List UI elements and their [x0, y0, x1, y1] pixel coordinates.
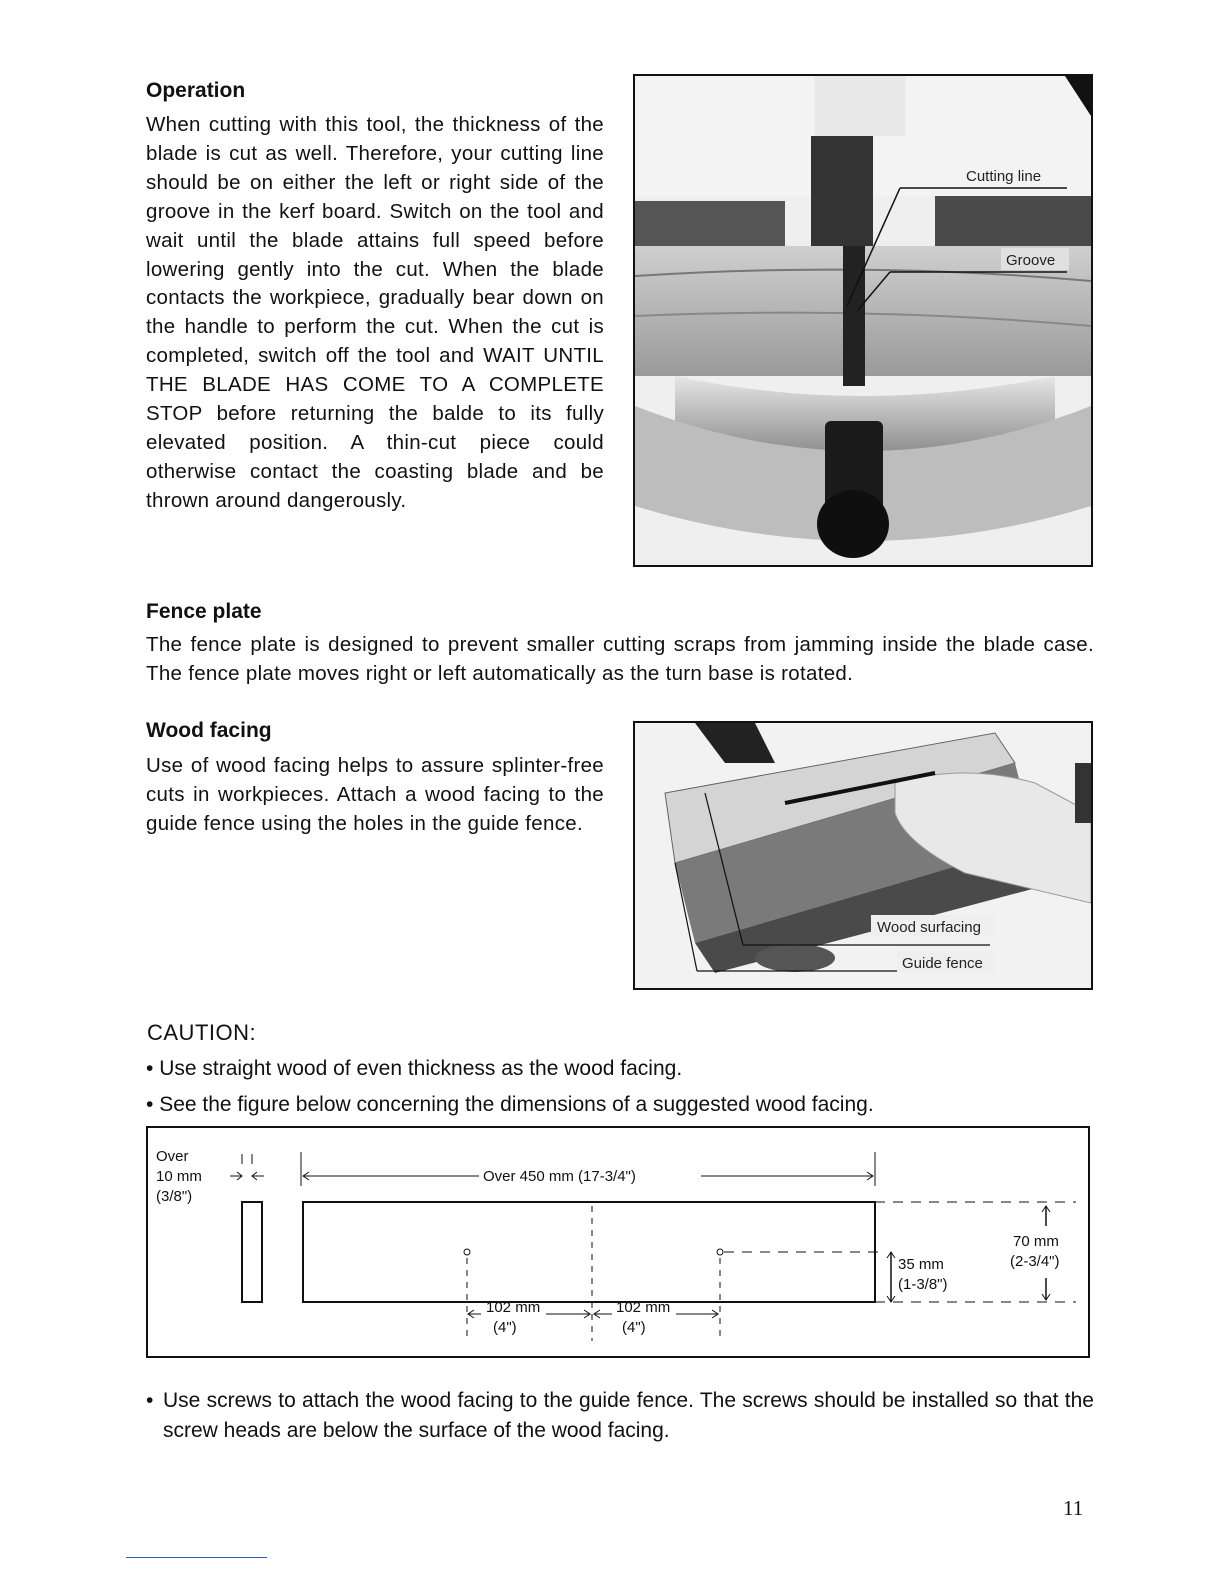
operation-heading: Operation — [146, 79, 246, 102]
groove-label: Groove — [1006, 252, 1056, 269]
caution-bullet-text: See the figure below concerning the dimensions of a suggested wood facing. — [159, 1093, 874, 1116]
footer-rule — [126, 1557, 267, 1558]
wood-facing-body: Use of wood facing helps to assure splinter-free cuts in workpieces. Attach a wood facing to the guide fence using the holes in the guide fence. — [146, 754, 604, 835]
hole-height-mm: 35 mm — [898, 1256, 944, 1273]
cutting-line-label: Cutting line — [966, 168, 1042, 185]
hole-spacing-2-in: (4") — [622, 1319, 646, 1336]
thickness-mm-label: 10 mm — [156, 1168, 202, 1185]
hole-height-in: (1-3/8") — [898, 1276, 948, 1293]
bullet-glyph: • — [146, 1057, 154, 1080]
hole-spacing-1-in: (4") — [493, 1319, 517, 1336]
guide-fence-label: Guide fence — [902, 955, 983, 972]
wood-facing-heading: Wood facing — [146, 719, 272, 742]
bullet-glyph: • — [146, 1389, 154, 1412]
caution-bullet-text: Use straight wood of even thickness as the wood facing. — [159, 1057, 683, 1080]
caution-heading: CAUTION: — [147, 1020, 257, 1045]
over-label: Over — [156, 1148, 189, 1165]
wood-surfacing-label: Wood surfacing — [877, 919, 981, 936]
wood-facing-photo — [633, 721, 1093, 990]
height-in: (2-3/4") — [1010, 1253, 1060, 1270]
page-number: 11 — [1063, 1496, 1084, 1520]
length-label: Over 450 mm (17-3/4") — [483, 1168, 636, 1185]
caution-bullet-2 — [146, 1090, 1106, 1120]
thickness-in-label: (3/8") — [156, 1188, 193, 1205]
caution-bullet-3 — [146, 1386, 1094, 1446]
hole-spacing-2-mm: 102 mm — [616, 1299, 671, 1316]
hole-spacing-1-mm: 102 mm — [486, 1299, 541, 1316]
caution-bullet-text: Use screws to attach the wood facing to the guide fence. The screws should be installed so that the screw heads are below the surface of the wood facing. — [163, 1389, 1094, 1442]
guide-fence-illustration — [635, 723, 1091, 988]
wood-facing-dimension-diagram — [146, 1126, 1090, 1358]
fence-plate-heading: Fence plate — [146, 600, 262, 623]
dimension-drawing — [146, 1126, 1090, 1358]
operation-photo — [633, 74, 1093, 567]
operation-body: When cutting with this tool, the thickness of the blade is cut as well. Therefore, your cutting line should be on either the left or right side of the groove in the kerf board. Switch on the tool and wait until the blade attains full speed before lowering gently into the cut. When the blade contacts the workpiece, gradually bear down on the handle to perform the cut. When the cut is completed, switch off the tool and WAIT UNTIL THE BLADE HAS COME TO A COMPLETE STOP before returning the balde to its fully elevated position. A thin-cut piece could otherwise contact the coasting blade and be thrown around dangerously. — [146, 113, 604, 512]
fence-plate-body: The fence plate is designed to prevent smaller cutting scraps from jamming inside the blade case. The fence plate moves right or left automatically as the turn base is rotated. — [146, 633, 1094, 685]
miter-saw-blade-illustration — [635, 76, 1091, 565]
bullet-glyph: • — [146, 1093, 154, 1116]
height-mm: 70 mm — [1013, 1233, 1059, 1250]
caution-bullet-1 — [146, 1054, 1106, 1084]
